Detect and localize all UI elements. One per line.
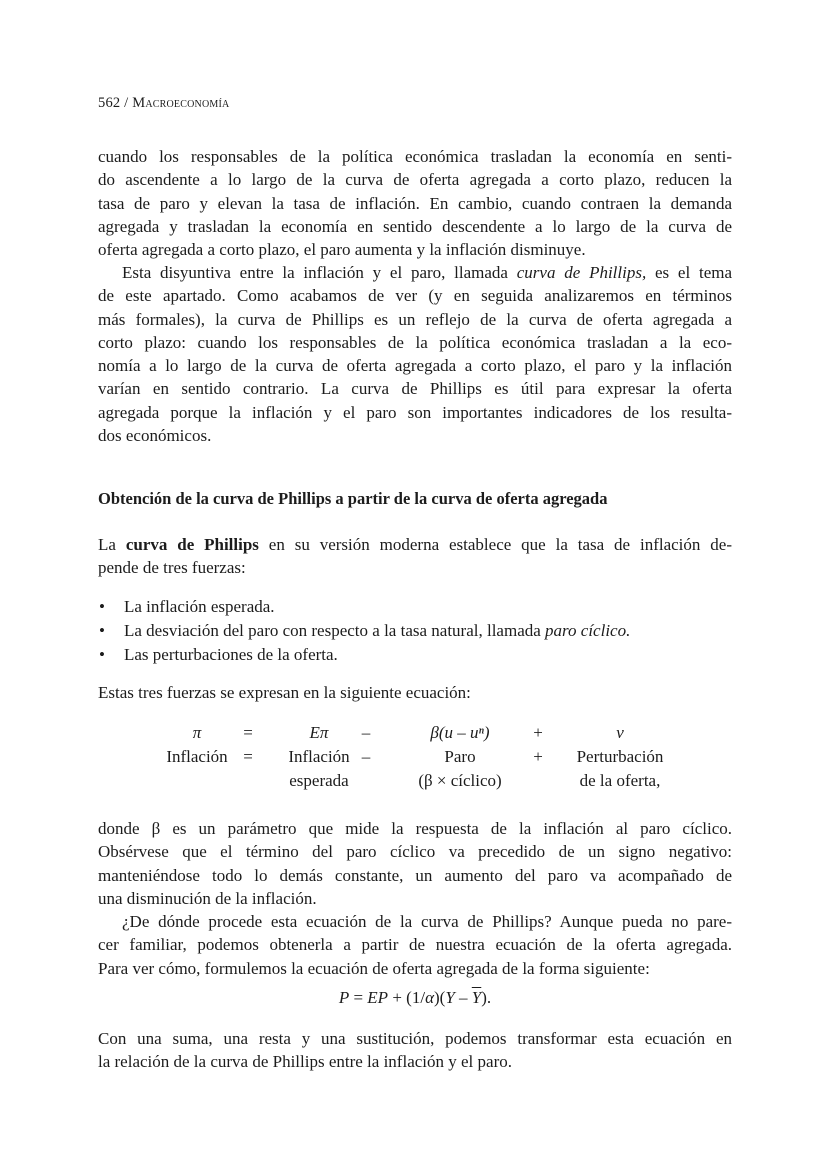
bullet-icon: • — [99, 597, 105, 616]
text-line: de este apartado. Como acabamos de ver (y en seguida analizaremos en términos — [98, 286, 732, 306]
text-line: do ascendente a lo largo de la curva de oferta agregada a corto plazo, reducen la — [98, 170, 732, 190]
text-line: Obsérvese que el término del paro cíclico va precedido de un signo negativo: — [98, 842, 732, 862]
paragraph-6 — [98, 910, 732, 980]
eq-cyclical-unemployment-term: β(u – uⁿ) — [430, 723, 490, 742]
text-line: oferta agregada a corto plazo, el paro aumenta y la inflación disminuye. — [98, 240, 586, 260]
text-line: agregada y trasladan la economía en sentido descendente a lo largo de la curva de — [98, 216, 732, 236]
paragraph-7 — [98, 1027, 732, 1074]
eq-expected-inflation-symbol: Eπ — [309, 723, 329, 742]
header-separator: / — [120, 95, 133, 111]
text-line: Estas tres fuerzas se expresan en la siguiente ecuación: — [98, 683, 471, 702]
paragraph-2 — [98, 261, 732, 447]
eq-label: de la oferta, — [579, 771, 661, 790]
eq-label: Paro — [444, 747, 476, 766]
term-curva-de-phillips: curva de Phillips, — [516, 263, 647, 282]
eq-label: Perturbación — [576, 747, 664, 766]
eq-label: Inflación — [288, 747, 350, 766]
eq-plus: + — [533, 747, 543, 766]
eq-label: (β × cíclico) — [418, 771, 502, 790]
text-line: dos económicos. — [98, 426, 212, 446]
paragraph-4 — [98, 681, 732, 704]
formula-symbol-ybar: $\overline{Y}$ — [471, 988, 482, 1007]
formula-symbol: P — [338, 988, 350, 1007]
bullet-list — [98, 595, 630, 667]
text-line: cuando los responsables de la política económica trasladan la economía en senti- — [98, 147, 732, 166]
eq-minus: – — [361, 723, 371, 742]
formula-operator: ). — [481, 988, 492, 1007]
eq-label: esperada — [289, 771, 349, 790]
term-paro-ciclico: paro cíclico. — [545, 621, 631, 640]
paragraph-1 — [98, 145, 732, 261]
formula-operator: – — [454, 988, 472, 1007]
formula-operator: )( — [434, 988, 446, 1007]
text-line: manteniéndose todo lo demás constante, un aumento del paro va acompañado de — [98, 865, 732, 885]
text-line: donde β es un parámetro que mide la respuesta de la inflación al paro cíclico. — [98, 819, 732, 838]
text-line: nomía a lo largo de la curva de oferta agregada a corto plazo, el paro y la inflación — [98, 356, 732, 376]
text-span: es el tema — [646, 263, 733, 282]
text-line: más formales), la curva de Phillips es un reflejo de la curva de oferta agregada a — [98, 309, 732, 329]
eq-plus: + — [533, 723, 543, 742]
formula-operator: + (1/ — [388, 988, 426, 1007]
bullet-icon: • — [99, 621, 105, 640]
phillips-equation — [98, 723, 732, 795]
formula-symbol: α — [425, 988, 434, 1007]
book-title: Macroeconomía — [132, 95, 230, 111]
text-line: pende de tres fuerzas: — [98, 558, 246, 578]
text-line: cer familiar, podemos obtenerla a partir de nuestra ecuación de la oferta agregada. — [98, 935, 732, 955]
text-line: ¿De dónde procede esta ecuación de la curva de Phillips? Aunque pueda no pare- — [122, 912, 732, 931]
list-item-text: La desviación del paro con respecto a la tasa natural, llamada — [124, 621, 546, 640]
text-span: La — [98, 535, 126, 554]
paragraph-5 — [98, 817, 732, 910]
text-span: en su versión moderna establece que la tasa de inflación de- — [258, 535, 732, 554]
text-span: Esta disyuntiva entre la inflación y el paro, llamada — [122, 263, 517, 282]
eq-equals: = — [243, 723, 253, 742]
formula-operator: = — [349, 988, 368, 1007]
bullet-icon: • — [99, 645, 105, 664]
eq-inflation-symbol: π — [192, 723, 202, 742]
eq-supply-shock-symbol: v — [616, 723, 624, 742]
aggregate-supply-formula — [98, 988, 732, 1008]
formula-symbol: EP — [367, 988, 389, 1007]
list-item — [98, 619, 630, 643]
text-line: la relación de la curva de Phillips entre la inflación y el paro. — [98, 1052, 512, 1072]
text-line — [98, 533, 732, 556]
text-line — [98, 261, 732, 284]
text-line: corto plazo: cuando los responsables de la política económica trasladan a la eco- — [98, 332, 732, 352]
list-item — [98, 643, 630, 667]
text-line: varían en sentido contrario. La curva de Phillips es útil para expresar la oferta — [98, 379, 732, 399]
equation-labels-row — [98, 747, 732, 771]
equation-symbols-row — [98, 723, 732, 747]
eq-equals: = — [243, 747, 253, 766]
section-heading: Obtención de la curva de Phillips a partir de la curva de oferta agregada — [98, 489, 608, 508]
paragraph-3 — [98, 533, 732, 580]
formula-symbol: Y — [445, 988, 455, 1007]
equation-labels-row-2 — [98, 771, 732, 795]
text-line: agregada porque la inflación y el paro son importantes indicadores de los resulta- — [98, 402, 732, 422]
list-item-text: Las perturbaciones de la oferta. — [124, 645, 338, 664]
text-line: una disminución de la inflación. — [98, 888, 317, 908]
running-header — [98, 95, 229, 112]
eq-minus: – — [361, 747, 371, 766]
list-item — [98, 595, 630, 619]
term-curva-de-phillips-bold: curva de Phillips — [125, 535, 259, 554]
list-item-text: La inflación esperada. — [124, 597, 275, 616]
page-number: 562 — [98, 95, 121, 111]
text-line: tasa de paro y elevan la tasa de inflación. En cambio, cuando contraen la demanda — [98, 193, 732, 213]
text-line: Para ver cómo, formulemos la ecuación de oferta agregada de la forma siguiente: — [98, 958, 650, 978]
eq-label: Inflación — [166, 747, 228, 766]
text-line: Con una suma, una resta y una sustitución, podemos transformar esta ecuación en — [98, 1029, 732, 1048]
